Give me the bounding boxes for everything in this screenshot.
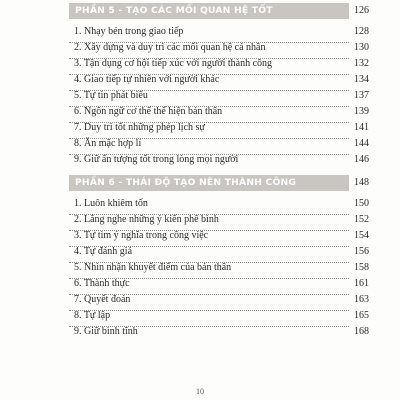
- toc-entry-label: 1. Nhạy bén trong giao tiếp: [74, 26, 184, 37]
- toc-entry-label: 6. Ngôn ngữ cơ thể thể hiện bản thân: [74, 106, 223, 117]
- toc-entry: [69, 309, 369, 323]
- toc-entry-label: 4. Tự đánh giá: [74, 246, 133, 257]
- toc-entry-page: 150: [354, 198, 369, 209]
- toc-entry-label: 2. Xây dựng và duy trì các mối quan hệ cá nhân: [74, 42, 266, 53]
- toc-entry-label: 2. Lắng nghe những ý kiến phê bình: [74, 214, 219, 225]
- section-page-number: 126: [354, 5, 369, 16]
- toc-entry: [69, 261, 369, 275]
- toc-entry: [69, 293, 369, 307]
- toc-entry-page: 158: [354, 262, 369, 273]
- toc-entry: [69, 325, 369, 339]
- toc-entry-label: 4. Giao tiếp tự nhiên với người khác: [74, 74, 220, 85]
- section-title: PHẦN 5 - TẠO CÁC MỐI QUAN HỆ TỐT: [75, 5, 273, 16]
- toc-entry: [69, 197, 369, 211]
- toc-entry-page: 163: [354, 294, 369, 305]
- toc-entry-label: 9. Giữ bình tĩnh: [74, 326, 138, 337]
- toc-entry-page: 128: [354, 26, 369, 37]
- toc-entry-page: 146: [354, 154, 369, 165]
- toc-entry-label: 3. Tận dụng cơ hội tiếp xúc với người thành công: [74, 58, 273, 69]
- section-header-part-6: [69, 175, 369, 191]
- page-number: 10: [196, 387, 204, 396]
- toc-entry-page: 156: [354, 246, 369, 257]
- toc-entry-page: 165: [354, 310, 369, 321]
- toc-entry-label: 9. Giữ ấn tượng tốt trong lòng mọi người: [74, 154, 239, 165]
- section-page-number: 148: [354, 177, 369, 188]
- toc-entry-page: 154: [354, 230, 369, 241]
- toc-entry: [69, 121, 369, 135]
- toc-entry-label: 8. Tự lập: [74, 310, 111, 321]
- toc-entry-page: 132: [354, 58, 369, 69]
- toc-entry-page: 161: [354, 278, 369, 289]
- toc-entry: [69, 137, 369, 151]
- toc-entry-label: 3. Tự tìm ý nghĩa trong công việc: [74, 230, 209, 241]
- toc-entry: [69, 229, 369, 243]
- toc-entry-page: 144: [354, 138, 369, 149]
- toc-entry: [69, 277, 369, 291]
- toc-entry-label: 7. Duy trì tốt những phép lịch sự: [74, 122, 205, 133]
- toc-entry-label: 8. Ăn mặc hợp lí: [74, 138, 142, 149]
- toc-entry: [69, 105, 369, 119]
- toc-entry: [69, 213, 369, 227]
- toc-entry-page: 137: [354, 90, 369, 101]
- toc-entry-label: 5. Tự tin phát biểu: [74, 90, 148, 101]
- toc-entry: [69, 245, 369, 259]
- toc-entry: [69, 41, 369, 55]
- toc-entry: [69, 153, 369, 167]
- section-header-part-5: [69, 3, 369, 19]
- toc-entry-label: 1. Luôn khiêm tốn: [74, 198, 148, 209]
- toc-entry-label: 7. Quyết đoán: [74, 294, 131, 305]
- toc-entry: [69, 89, 369, 103]
- toc-entry: [69, 25, 369, 39]
- toc-entry: [69, 57, 369, 71]
- toc-entry-label: 5. Nhìn nhận khuyết điểm của bản thân: [74, 262, 232, 273]
- toc-entry: [69, 73, 369, 87]
- toc-entry-page: 134: [354, 74, 369, 85]
- toc-entry-page: 152: [354, 214, 369, 225]
- toc-entry-page: 130: [354, 42, 369, 53]
- toc-entry-page: 139: [354, 106, 369, 117]
- toc-entry-page: 141: [354, 122, 369, 133]
- toc-entry-label: 6. Thành thực: [74, 278, 130, 289]
- toc-entry-page: 168: [354, 326, 369, 337]
- section-title: PHẦN 6 - THÁI ĐỘ TẠO NÊN THÀNH CÔNG: [75, 177, 297, 188]
